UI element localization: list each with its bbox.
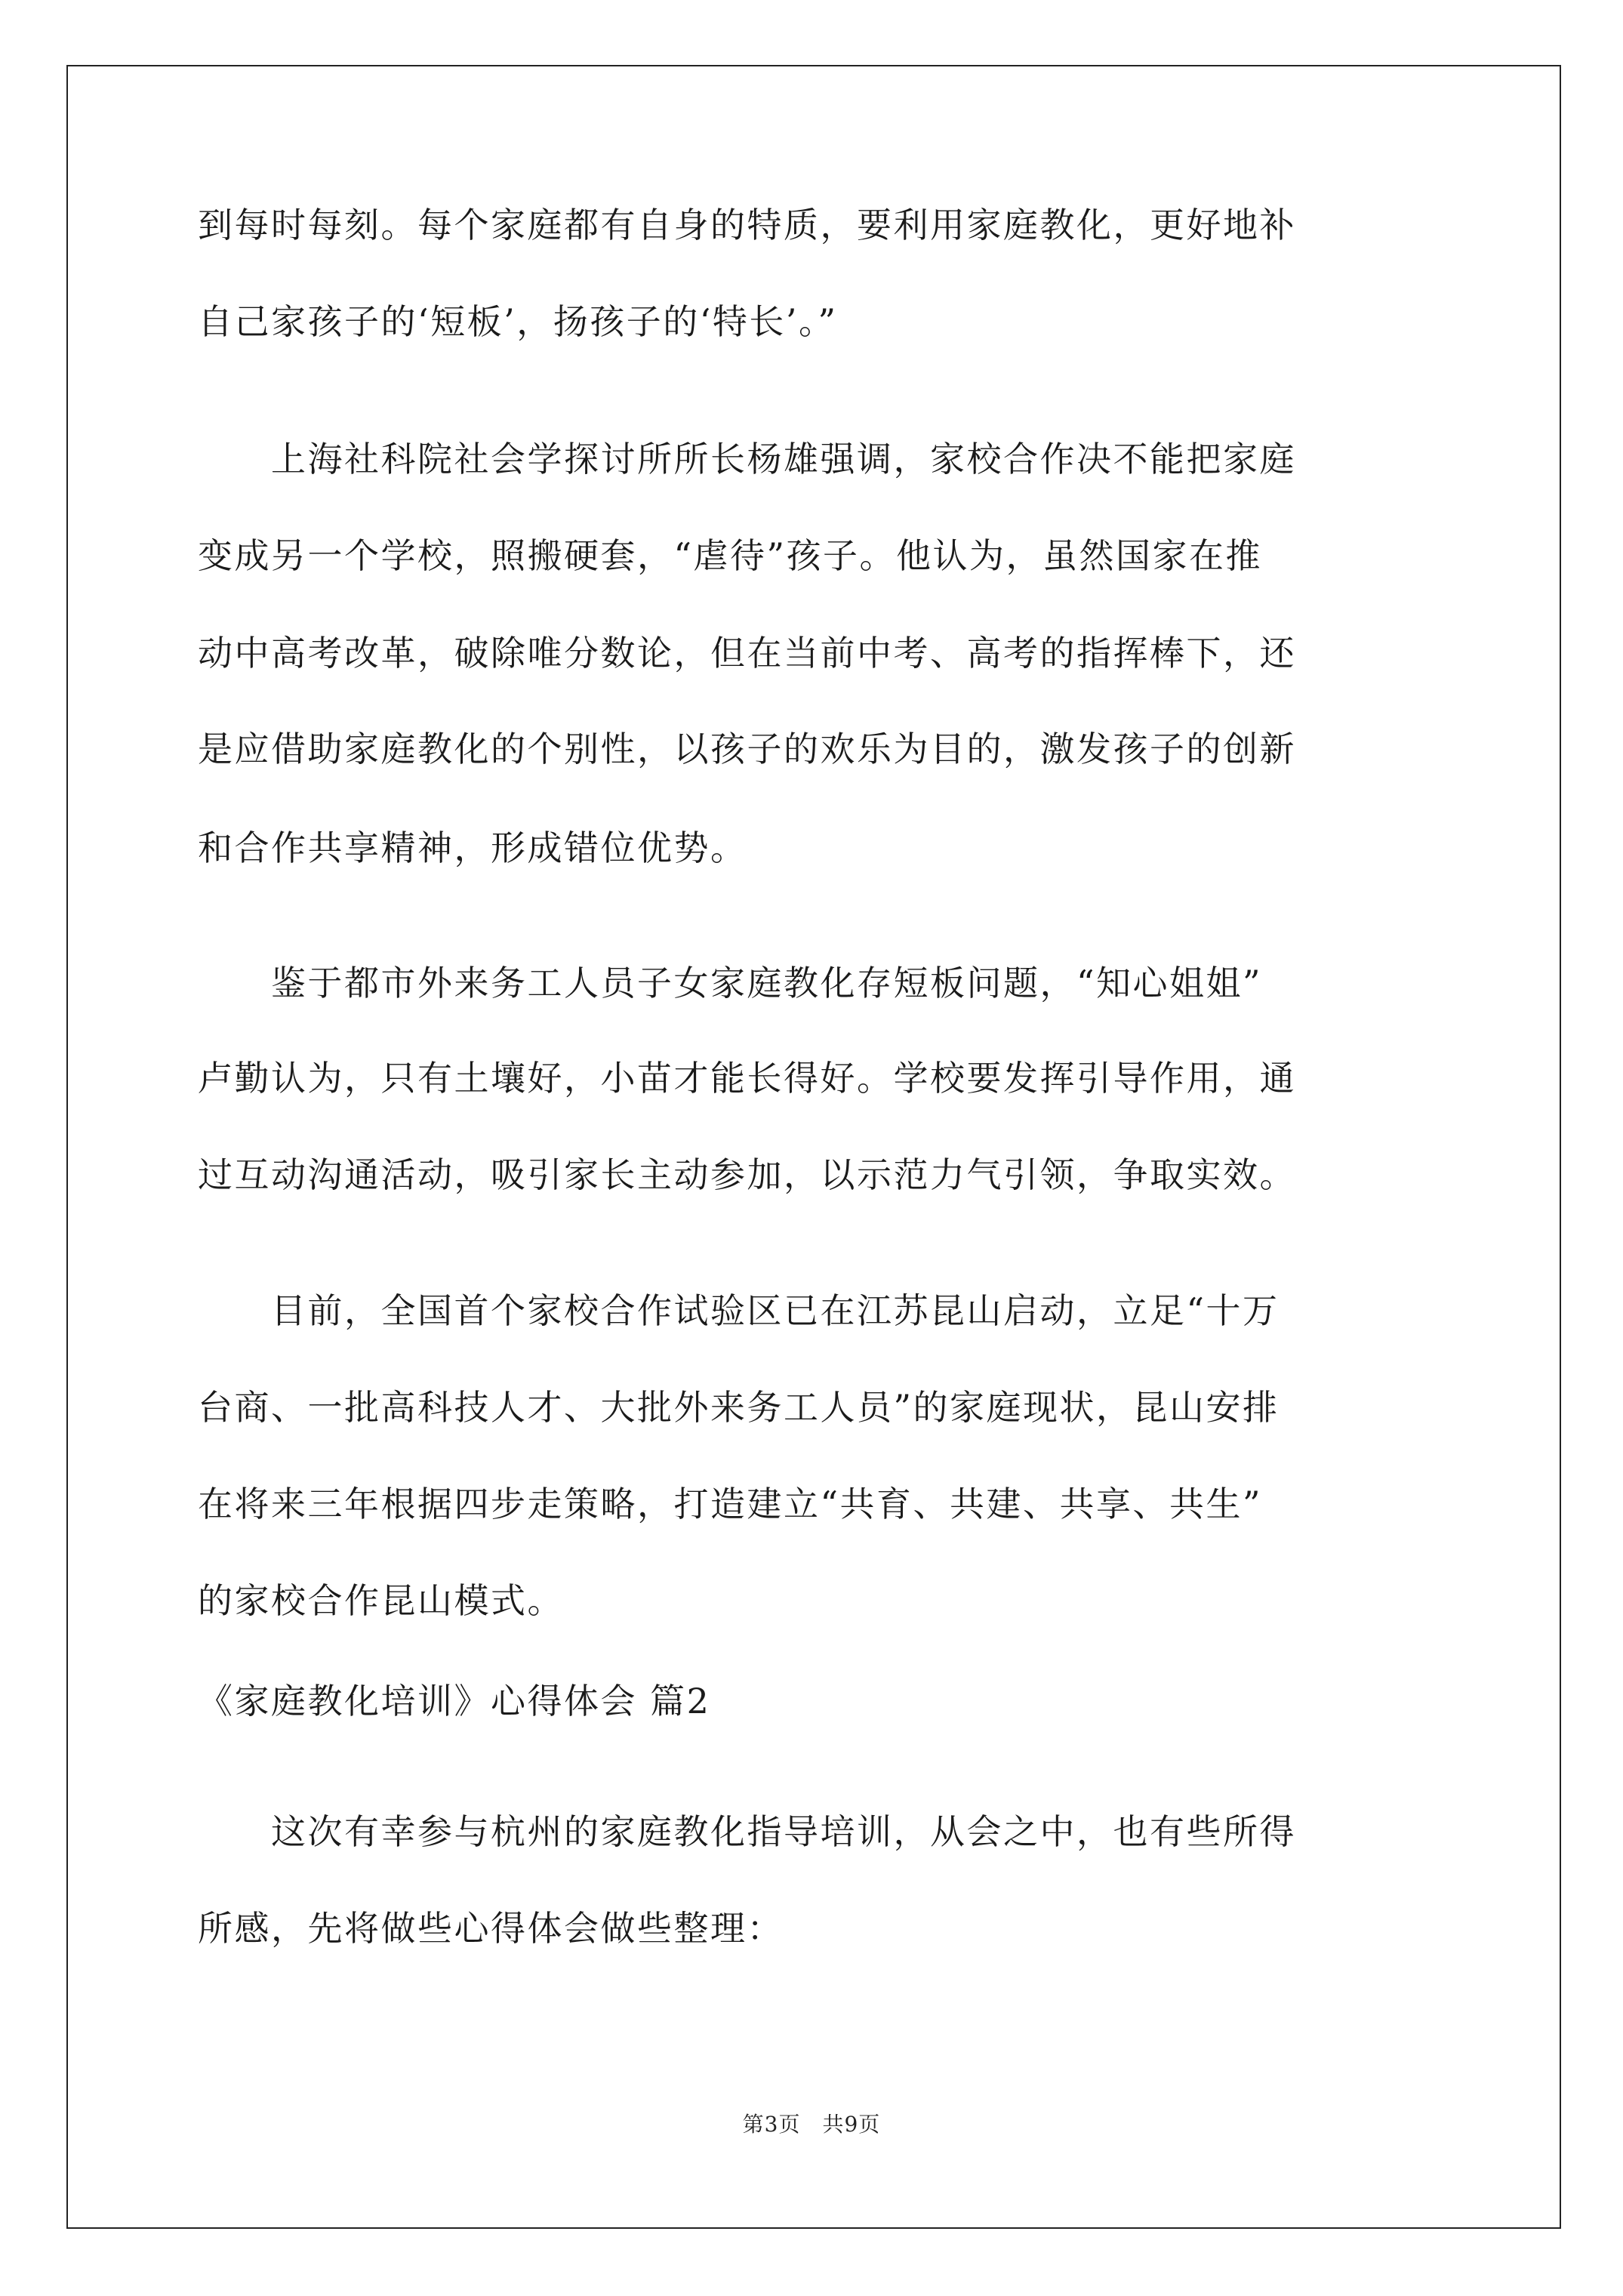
page-number-footer: 第3页 共9页 xyxy=(742,2112,881,2137)
text-line: 所感，先将做些心得体会做些整理： xyxy=(198,1908,784,1949)
paragraph-start-line: 鉴于都市外来务工人员子女家庭教化存短板问题，“知心姐姐” xyxy=(198,963,1263,1003)
paragraph-start-line: 这次有幸参与杭州的家庭教化指导培训，从会之中，也有些所得 xyxy=(198,1811,1296,1852)
text-line: 的家校合作昆山模式。 xyxy=(198,1580,564,1621)
text-line: 和合作共享精神，形成错位优势。 xyxy=(198,827,747,868)
page-border xyxy=(66,65,1561,2229)
text-line: 台商、一批高科技人才、大批外来务工人员”的家庭现状，昆山安排 xyxy=(198,1387,1280,1428)
text-line: 到每时每刻。每个家庭都有自身的特质，要利用家庭教化，更好地补 xyxy=(198,205,1296,245)
paragraph-start-line: 上海社科院社会学探讨所所长杨雄强调，家校合作决不能把家庭 xyxy=(198,439,1296,479)
section-heading: 《家庭教化培训》心得体会 篇2 xyxy=(198,1681,711,1721)
text-line: 过互动沟通活动，吸引家长主动参加，以示范力气引领，争取实效。 xyxy=(198,1154,1296,1195)
text-line: 自己家孩子的‘短板’，扬孩子的‘特长’。” xyxy=(198,301,838,342)
text-line: 动中高考改革，破除唯分数论，但在当前中考、高考的指挥棒下，还 xyxy=(198,633,1296,673)
text-line: 在将来三年根据四步走策略，打造建立“共育、共建、共享、共生” xyxy=(198,1484,1263,1524)
paragraph-start-line: 目前，全国首个家校合作试验区已在江苏昆山启动，立足“十万 xyxy=(198,1290,1280,1331)
text-line: 是应借助家庭教化的个别性，以孩子的欢乐为目的，激发孩子的创新 xyxy=(198,729,1296,769)
text-line: 卢勤认为，只有土壤好，小苗才能长得好。学校要发挥引导作用，通 xyxy=(198,1058,1296,1099)
text-line: 变成另一个学校，照搬硬套，“虐待”孩子。他认为，虽然国家在推 xyxy=(198,535,1263,576)
